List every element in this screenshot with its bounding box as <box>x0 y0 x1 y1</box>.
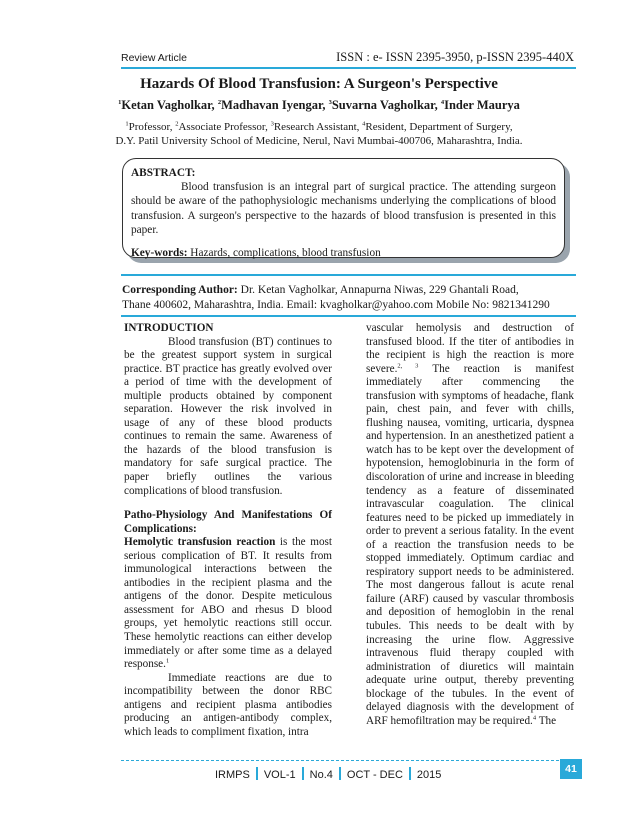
affiliation-line-2: D.Y. Patil University School of Medicine, Nerul, Navi Mumbai-400706, Maharashtra, India. <box>115 135 523 147</box>
keywords-text: Hazards, complications, blood transfusion <box>187 247 381 260</box>
author-4-sup: 4 <box>440 98 445 106</box>
body-column-2 <box>366 322 574 728</box>
corr-bottom-rule <box>121 315 576 317</box>
keywords <box>131 246 556 260</box>
aff-2: Associate Professor, <box>178 121 271 133</box>
page-number: 41 <box>560 759 582 779</box>
author-4: Inder Maurya <box>444 98 520 112</box>
header-rule <box>121 67 576 69</box>
aff-4-sup: 4 <box>362 120 366 128</box>
col2-ref-b: 4 <box>532 714 537 722</box>
footer-year: 2015 <box>416 769 442 781</box>
col2-ref-a: 2, 3 <box>397 361 419 369</box>
col2-text-a: vascular hemolysis and destruction of transfused blood. If the titer of antibodies in the recipient is high the reaction is more severe. <box>366 322 574 375</box>
corr-line-1: Dr. Ketan Vagholkar, Annapurna Niwas, 229 Ghantali Road, <box>237 284 519 296</box>
author-3: Suvarna Vagholkar, <box>331 98 441 112</box>
footer-separator <box>302 767 304 780</box>
patho-heading: Patho-Physiology And Manifestations Of Complications: <box>124 509 332 535</box>
htr-text: is the most serious complication of BT. It results from immunological interactions between the antibodies in the recipient plasma and the antigens of the donor. Despite meticulous assessment for ABO and rhesus D blood groups, yet hemolytic reactions still occur. These hemolytic reactions can either develop immediately or after some time as a delayed response. <box>124 536 332 671</box>
footer-separator <box>339 767 341 780</box>
aff-3: Research Assistant, <box>273 121 363 133</box>
author-2-sup: 2 <box>217 98 222 106</box>
aff-3-sup: 3 <box>270 120 274 128</box>
footer-separator <box>256 767 258 780</box>
issn: ISSN : e- ISSN 2395-3950, p-ISSN 2395-440X <box>336 50 574 64</box>
corr-label: Corresponding Author: <box>122 284 238 296</box>
authors <box>0 98 638 113</box>
footer-period: OCT - DEC <box>346 769 403 781</box>
aff-1-sup: 1 <box>125 120 129 128</box>
author-1: Ketan Vagholkar, <box>121 98 218 112</box>
col2-text-b: The reaction is manifest immediately after commencing the transfusion with symptoms of headache, flank pain, chest pain, and fever with chills, flushing nausea, vomiting, urticaria, dyspnea and hypertension. In an anesthetized patient a watch has to be kept over the development of hypotension, hemoglobinuria in the form of discoloration of urine and increase in bleeding tendency as a feature of disseminated intravascular coagulation. The clinical features need to be picked up immediately in order to prevent a serious fatality. In the event of a reaction the transfusion needs to be stopped immediately. Optimum cardiac and respiratory support needs to be administered. The most dangerous fallout is acute renal failure (ARF) caused by vascular thrombosis and deposition of hemoglobin in the renal tubules. This needs to be dealt with by increasing the urine flow. Aggressive intravenous fluid therapy coupled with administration of diuretics will maintain adequate urine output, thereby preventing blockage of the tubules. In the event of delayed diagnosis with the development of ARF hemofiltration may be required. <box>366 362 574 727</box>
intro-paragraph: Blood transfusion (BT) continues to be the greatest support system in surgical practice. BT practice has greatly evolved over a period of time with the development of multiple products obtained by component separation. However the risk involved in usage of any of these blood products continues to remain the same. Awareness of the hazards of the blood transfusion is mandatory for safe surgical practice. The paper briefly outlines the various complications of blood transfusion. <box>124 335 332 497</box>
htr-paragraph <box>124 536 332 671</box>
abstract-box <box>122 158 565 258</box>
htr-label: Hemolytic transfusion reaction <box>124 536 276 549</box>
footer-journal: IRMPS <box>215 769 250 781</box>
body-column-1 <box>124 322 332 739</box>
footer-issue: No.4 <box>309 769 333 781</box>
author-3-sup: 3 <box>328 98 332 106</box>
article-type: Review Article <box>121 52 187 64</box>
abstract-heading: ABSTRACT: <box>131 167 196 179</box>
immediate-paragraph: Immediate reactions are due to incompatibility between the donor RBC antigens and recipient plasma antibodies producing an antigen-antibody complex, which leads to compliment fixation, intra <box>124 671 332 738</box>
corr-top-rule <box>121 274 576 276</box>
author-1-sup: 1 <box>118 98 122 106</box>
col2-paragraph <box>366 322 574 728</box>
footer-volume: VOL-1 <box>263 769 296 781</box>
paper-title: Hazards Of Blood Transfusion: A Surgeon's Perspective <box>140 76 498 92</box>
aff-2-sup: 2 <box>175 120 179 128</box>
htr-ref: 1 <box>165 657 170 665</box>
corr-line-2: Thane 400602, Maharashtra, India. Email: kvagholkar@yahoo.com Mobile No: 9821341290 <box>122 299 550 311</box>
intro-heading: INTRODUCTION <box>124 322 214 334</box>
footer <box>215 767 441 781</box>
col2-text-c: The <box>536 714 557 727</box>
author-2: Madhavan Iyengar, <box>221 98 329 112</box>
keywords-label: Key-words: <box>131 247 188 260</box>
abstract-text: Blood transfusion is an integral part of surgical practice. The attending surgeon should be aware of the pathophysiologic mechanisms underlying the complications of blood transfusion. A surgeon's perspective to the hazards of blood transfusion is presented in this paper. <box>131 181 556 236</box>
footer-rule <box>121 760 559 762</box>
aff-4: Resident, Department of Surgery, <box>365 121 513 133</box>
affiliation-line-1 <box>0 121 638 133</box>
footer-separator <box>409 767 411 780</box>
aff-1: Professor, <box>128 121 176 133</box>
corresponding-author <box>122 283 582 313</box>
